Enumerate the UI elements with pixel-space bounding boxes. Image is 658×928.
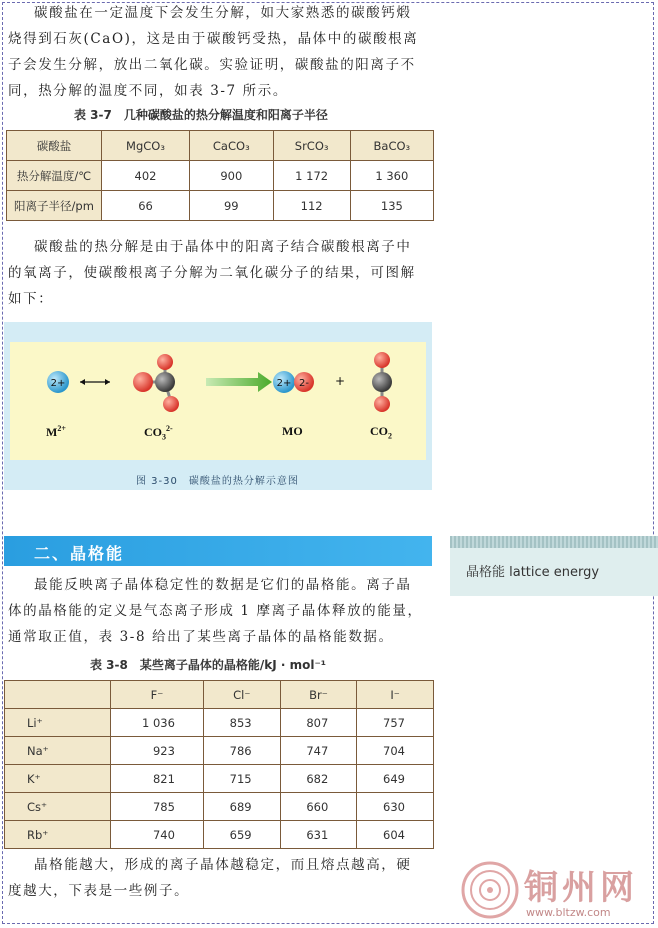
table-row bbox=[5, 737, 434, 765]
table-row bbox=[7, 191, 434, 221]
header-cell: BaCO₃ bbox=[350, 131, 433, 161]
row-label: Rb⁺ bbox=[5, 821, 111, 849]
para-line: 碳酸盐的热分解是由于晶体中的阳离子结合碳酸根离子中 bbox=[34, 239, 412, 255]
figure-caption: 图 3-30 碳酸盐的热分解示意图 bbox=[136, 476, 299, 487]
figure-3-30 bbox=[4, 322, 432, 490]
table-cell: 649 bbox=[357, 765, 434, 793]
table-cell: 604 bbox=[357, 821, 434, 849]
para-line: 通常取正值，表 3-8 给出了某些离子晶体的晶格能数据。 bbox=[8, 629, 394, 645]
intro-line: 子会发生分解，放出二氧化碳。实验证明，碳酸盐的阳离子不 bbox=[8, 57, 416, 73]
para-line: 度越大，下表是一些例子。 bbox=[8, 883, 190, 899]
table-cell: 807 bbox=[280, 709, 357, 737]
para-line: 的氧离子，使碳酸根离子分解为二氧化碳分子的结果，可图解 bbox=[8, 265, 416, 281]
table-row bbox=[5, 765, 434, 793]
intro-line: 烧得到石灰(CaO)，这是由于碳酸钙受热，晶体中的碳酸根离 bbox=[8, 31, 419, 47]
table-cell: 821 bbox=[111, 765, 204, 793]
table-row bbox=[7, 161, 434, 191]
table-cell: 785 bbox=[111, 793, 204, 821]
header-cell: MgCO₃ bbox=[102, 131, 190, 161]
table-cell: 659 bbox=[203, 821, 280, 849]
table-cell: 631 bbox=[280, 821, 357, 849]
header-cell: Br⁻ bbox=[280, 681, 357, 709]
para-line: 体的晶格能的定义是气态离子形成 1 摩离子晶体释放的能量， bbox=[8, 603, 423, 619]
table-cell: 660 bbox=[280, 793, 357, 821]
table-cell: 1 172 bbox=[273, 161, 350, 191]
reaction-arrow bbox=[206, 372, 272, 392]
para-line: 如下： bbox=[8, 291, 54, 307]
table-header-row bbox=[7, 131, 434, 161]
mo-oxide-charge: 2- bbox=[299, 378, 309, 389]
table-cell: 923 bbox=[111, 737, 204, 765]
para-line: 晶格能越大，形成的离子晶体越稳定，而且熔点越高，硬 bbox=[34, 857, 412, 873]
table2-caption: 表 3-8 某些离子晶体的晶格能/kJ · mol⁻¹ bbox=[90, 658, 327, 672]
header-cell: F⁻ bbox=[111, 681, 204, 709]
table-cell: 1 360 bbox=[350, 161, 433, 191]
co2-molecule bbox=[372, 352, 392, 412]
watermark-url: www.bltzw.com bbox=[526, 906, 611, 919]
para-line: 最能反映离子晶体稳定性的数据是它们的晶格能。离子晶 bbox=[34, 577, 412, 593]
intro-line: 碳酸盐在一定温度下会发生分解，如大家熟悉的碳酸钙煅 bbox=[34, 5, 412, 21]
table-cell: 786 bbox=[203, 737, 280, 765]
table-cell: 715 bbox=[203, 765, 280, 793]
watermark-name: 铜州网 bbox=[524, 868, 638, 908]
header-cell: SrCO₃ bbox=[273, 131, 350, 161]
label-mo: MO bbox=[282, 424, 303, 438]
table-header-row bbox=[5, 681, 434, 709]
header-cell: Cl⁻ bbox=[203, 681, 280, 709]
second-paragraph bbox=[8, 234, 436, 312]
plus-sign: + bbox=[334, 374, 346, 388]
table-row bbox=[5, 709, 434, 737]
table-cell: 757 bbox=[357, 709, 434, 737]
table-cell: 740 bbox=[111, 821, 204, 849]
table-cell: 689 bbox=[203, 793, 280, 821]
row-label: Na⁺ bbox=[5, 737, 111, 765]
table-cell: 135 bbox=[350, 191, 433, 221]
section-header bbox=[4, 536, 432, 566]
label-m: $M^{2+}$ bbox=[46, 424, 66, 439]
header-cell: CaCO₃ bbox=[190, 131, 274, 161]
table1-caption: 表 3-7 几种碳酸盐的热分解温度和阳离子半径 bbox=[74, 108, 328, 122]
sidebar-term-box bbox=[450, 536, 658, 596]
row-label: Li⁺ bbox=[5, 709, 111, 737]
row-label: Cs⁺ bbox=[5, 793, 111, 821]
header-cell bbox=[5, 681, 111, 709]
decomposition-diagram bbox=[10, 342, 426, 460]
table-cell: 99 bbox=[190, 191, 274, 221]
table-cell: 853 bbox=[203, 709, 280, 737]
table-cell: 747 bbox=[280, 737, 357, 765]
fourth-paragraph bbox=[8, 852, 436, 904]
watermark-logo-icon bbox=[460, 860, 520, 920]
table-cell: 66 bbox=[102, 191, 190, 221]
sidebar-term: 晶格能 lattice energy bbox=[466, 565, 600, 580]
carbonate-ion bbox=[133, 354, 179, 412]
table-3-7 bbox=[6, 130, 434, 221]
table-cell: 704 bbox=[357, 737, 434, 765]
row-label: 阳离子半径/pm bbox=[7, 191, 102, 221]
table-cell: 1 036 bbox=[111, 709, 204, 737]
table-cell: 900 bbox=[190, 161, 274, 191]
table-row bbox=[5, 793, 434, 821]
section-title: 二、晶格能 bbox=[34, 544, 125, 563]
row-label: K⁺ bbox=[5, 765, 111, 793]
mo-cation-charge: 2+ bbox=[276, 378, 292, 389]
intro-paragraph bbox=[8, 0, 436, 104]
header-cell: I⁻ bbox=[357, 681, 434, 709]
table-cell: 630 bbox=[357, 793, 434, 821]
intro-line: 同，热分解的温度不同，如表 3-7 所示。 bbox=[8, 83, 288, 99]
label-co2: $CO_2$ bbox=[370, 424, 392, 441]
attraction-arrow bbox=[80, 379, 110, 385]
table-cell: 402 bbox=[102, 161, 190, 191]
table-3-8 bbox=[4, 680, 434, 849]
cation-charge: 2+ bbox=[50, 378, 66, 389]
third-paragraph bbox=[8, 572, 436, 650]
row-label: 热分解温度/℃ bbox=[7, 161, 102, 191]
label-co3: $CO_3^{2-}$ bbox=[144, 424, 173, 442]
watermark bbox=[460, 856, 656, 924]
table-cell: 112 bbox=[273, 191, 350, 221]
sidebar-stripes bbox=[450, 536, 658, 548]
header-cell: 碳酸盐 bbox=[7, 131, 102, 161]
table-cell: 682 bbox=[280, 765, 357, 793]
table-row bbox=[5, 821, 434, 849]
figure-canvas bbox=[10, 342, 426, 460]
